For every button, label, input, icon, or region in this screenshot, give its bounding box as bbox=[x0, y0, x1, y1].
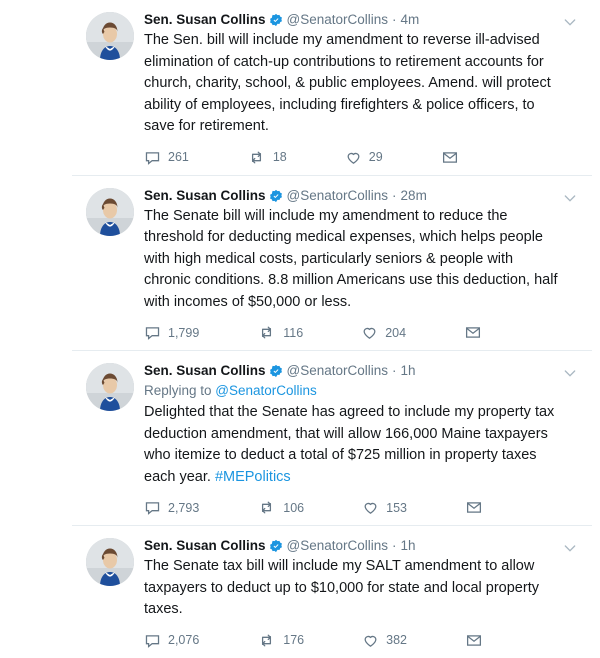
avatar-column bbox=[86, 362, 144, 411]
author-handle[interactable]: @SenatorCollins bbox=[286, 12, 389, 27]
reply-action[interactable] bbox=[144, 324, 199, 341]
retweet-icon bbox=[257, 499, 276, 516]
timestamp[interactable]: 4m bbox=[400, 12, 420, 27]
direct-message-icon bbox=[465, 632, 483, 649]
timestamp[interactable]: 28m bbox=[400, 187, 427, 203]
tweet-item[interactable] bbox=[72, 351, 592, 526]
chevron-down-icon bbox=[562, 540, 578, 556]
left-margin bbox=[0, 0, 72, 537]
tweet-text-main: The Sen. bill will include my amendment to reverse ill-advised elimination of catch-up contributions to retirement accounts for church, charity, school, & public employees. Amend. will protect ability of employees, including firefighters & police officers, to save for retirement. bbox=[144, 32, 551, 134]
reply-count: 1,799 bbox=[168, 325, 200, 340]
heart-icon bbox=[362, 632, 379, 649]
retweet-action[interactable] bbox=[247, 149, 287, 166]
verified-badge-icon bbox=[269, 539, 283, 553]
author-name[interactable]: Sen. Susan Collins bbox=[144, 538, 266, 553]
separator-dot: · bbox=[392, 538, 397, 553]
author-name[interactable]: Sen. Susan Collins bbox=[144, 187, 266, 203]
author-handle[interactable]: @SenatorCollins bbox=[286, 363, 389, 378]
heart-icon bbox=[345, 149, 362, 166]
verified-badge-icon bbox=[269, 13, 283, 27]
like-count: 153 bbox=[386, 500, 407, 515]
verified-badge-icon bbox=[269, 189, 283, 203]
reply-icon bbox=[144, 324, 161, 341]
retweet-icon bbox=[257, 632, 276, 649]
retweet-icon bbox=[247, 149, 266, 166]
replying-to-line bbox=[144, 381, 560, 400]
tweet-menu-button[interactable] bbox=[562, 540, 578, 556]
author-handle[interactable]: @SenatorCollins bbox=[286, 187, 389, 203]
reply-count: 2,793 bbox=[168, 500, 200, 515]
reply-icon bbox=[144, 632, 161, 649]
separator-dot: · bbox=[392, 12, 397, 27]
retweet-count: 116 bbox=[283, 325, 304, 340]
separator-dot: · bbox=[392, 187, 397, 203]
tweet-item[interactable] bbox=[72, 0, 592, 176]
tweet-header bbox=[144, 362, 560, 380]
tweet-text bbox=[144, 30, 560, 138]
tweet-body bbox=[144, 537, 578, 649]
avatar[interactable] bbox=[86, 538, 134, 586]
message-action[interactable] bbox=[465, 499, 483, 516]
reply-count: 261 bbox=[168, 150, 189, 164]
tweet-text-main: The Senate tax bill will include my SALT amendment to allow taxpayers to deduct up to $10,000 for state and local property taxes. bbox=[144, 558, 539, 617]
like-action[interactable] bbox=[362, 632, 407, 649]
retweet-count: 18 bbox=[272, 150, 287, 164]
tweet-header bbox=[144, 537, 560, 555]
reply-action[interactable] bbox=[144, 632, 199, 649]
separator-dot: · bbox=[392, 363, 397, 378]
chevron-down-icon bbox=[562, 365, 578, 381]
direct-message-icon bbox=[464, 324, 482, 341]
tweet-body bbox=[144, 187, 578, 342]
tweet-item[interactable] bbox=[72, 176, 592, 352]
replying-to-mention[interactable]: @SenatorCollins bbox=[215, 383, 317, 398]
tweet-text bbox=[144, 206, 560, 314]
author-handle[interactable]: @SenatorCollins bbox=[286, 538, 389, 553]
tweet-text-main: Delighted that the Senate has agreed to include my property tax deduction amendment, that will allow 166,000 Maine taxpayers who itemize to deduct a total of $725 million in property taxes each year. bbox=[144, 404, 555, 485]
tweet-header bbox=[144, 11, 560, 29]
direct-message-icon bbox=[465, 499, 483, 516]
chevron-down-icon bbox=[562, 190, 578, 206]
tweet-actions bbox=[144, 499, 560, 516]
like-count: 204 bbox=[385, 325, 407, 340]
tweet-feed bbox=[72, 0, 592, 658]
retweet-icon bbox=[257, 324, 276, 341]
retweet-action[interactable] bbox=[257, 632, 304, 649]
tweet-menu-button[interactable] bbox=[562, 365, 578, 381]
tweet-header bbox=[144, 187, 560, 205]
like-action[interactable] bbox=[345, 149, 383, 166]
tweet-text bbox=[144, 556, 560, 621]
tweet-item[interactable] bbox=[72, 526, 592, 658]
like-count: 29 bbox=[368, 150, 383, 164]
like-count: 382 bbox=[386, 633, 407, 647]
hashtag-link[interactable]: #MEPolitics bbox=[214, 468, 291, 485]
verified-badge-icon bbox=[269, 364, 283, 378]
reply-icon bbox=[144, 149, 161, 166]
tweet-body bbox=[144, 362, 578, 516]
heart-icon bbox=[362, 499, 379, 516]
avatar[interactable] bbox=[86, 12, 134, 60]
avatar-column bbox=[86, 187, 144, 236]
like-action[interactable] bbox=[361, 324, 406, 341]
reply-count: 2,076 bbox=[168, 633, 200, 647]
replying-to-label: Replying to bbox=[144, 383, 216, 398]
reply-icon bbox=[144, 499, 161, 516]
avatar[interactable] bbox=[86, 363, 134, 411]
tweet-menu-button[interactable] bbox=[562, 190, 578, 206]
tweet-menu-button[interactable] bbox=[562, 14, 578, 30]
avatar[interactable] bbox=[86, 188, 134, 236]
tweet-actions bbox=[144, 149, 560, 166]
timestamp[interactable]: 1h bbox=[400, 538, 416, 553]
chevron-down-icon bbox=[562, 14, 578, 30]
avatar-column bbox=[86, 537, 144, 586]
tweet-actions bbox=[144, 632, 560, 649]
direct-message-icon bbox=[441, 149, 459, 166]
reply-action[interactable] bbox=[144, 499, 199, 516]
heart-icon bbox=[361, 324, 378, 341]
tweet-actions bbox=[144, 324, 560, 341]
retweet-action[interactable] bbox=[257, 499, 304, 516]
message-action[interactable] bbox=[465, 632, 483, 649]
tweet-body bbox=[144, 11, 578, 166]
author-name[interactable]: Sen. Susan Collins bbox=[144, 12, 266, 27]
like-action[interactable] bbox=[362, 499, 407, 516]
retweet-count: 106 bbox=[283, 500, 305, 515]
right-margin bbox=[592, 0, 600, 537]
timestamp[interactable]: 1h bbox=[400, 363, 416, 378]
tweet-text-main: The Senate bill will include my amendment to reduce the threshold for deducting medical expenses, which helps people with high medical costs, particularly seniors & people with chronic conditions. 8.8 million Americans use this deduction, half with incomes of $50,000 or less. bbox=[144, 207, 558, 310]
avatar-column bbox=[86, 11, 144, 60]
retweet-action[interactable] bbox=[257, 324, 303, 341]
message-action[interactable] bbox=[464, 324, 482, 341]
tweet-text bbox=[144, 402, 560, 488]
reply-action[interactable] bbox=[144, 149, 189, 166]
retweet-count: 176 bbox=[283, 633, 305, 647]
message-action[interactable] bbox=[441, 149, 459, 166]
author-name[interactable]: Sen. Susan Collins bbox=[144, 363, 266, 378]
